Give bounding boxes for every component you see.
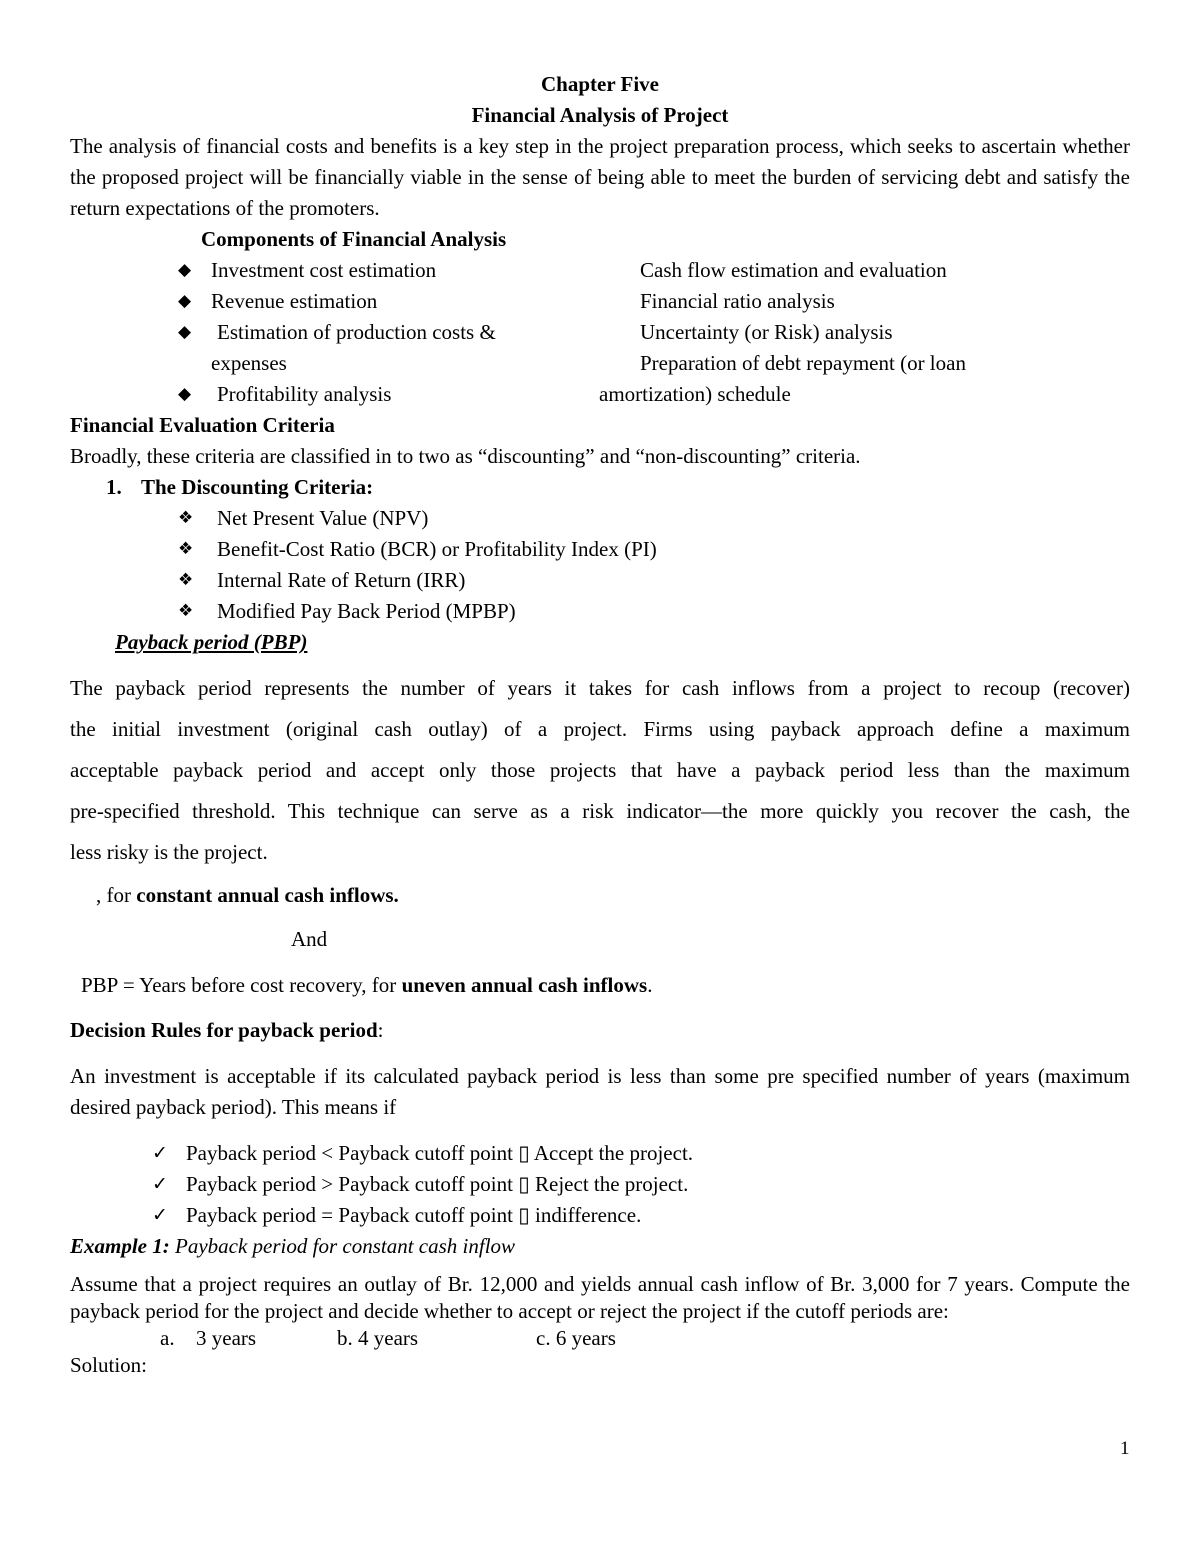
intro-paragraph: The analysis of financial costs and benefits is a key step in the project preparation process, which seeks to ascertain whether the proposed project will be financially viable in the sense of being able to meet the burden of servicing debt and satisfy the return expectations of the promoters. xyxy=(70,134,1130,220)
decision-rule: Payback period > Payback cutoff point ▯ Reject the project. xyxy=(186,1172,689,1196)
criteria-item-row xyxy=(70,596,1130,627)
criteria-item: Modified Pay Back Period (MPBP) xyxy=(217,599,516,623)
payback-heading-row xyxy=(70,627,1130,658)
criteria-heading: Financial Evaluation Criteria xyxy=(70,413,335,437)
diamond-bullet-icon: ◆ xyxy=(178,291,192,311)
checkmark-icon: ✓ xyxy=(152,1173,168,1195)
criteria-item-row xyxy=(70,565,1130,596)
document-page xyxy=(70,69,1130,1379)
component-item: Cash flow estimation and evaluation xyxy=(640,258,947,282)
components-heading: Components of Financial Analysis xyxy=(201,227,507,251)
payback-line: acceptable payback period and accept only those projects that have a payback period less than the maximum xyxy=(70,758,1130,782)
list-number: 1. xyxy=(106,475,122,499)
formula-suffix: . xyxy=(647,973,653,997)
option-value: b. 4 years xyxy=(337,1326,419,1350)
payback-heading: Payback period (PBP) xyxy=(115,630,308,654)
component-item: Uncertainty (or Risk) analysis xyxy=(640,320,893,344)
decision-heading: Decision Rules for payback period xyxy=(70,1018,378,1042)
payback-line: less risky is the project. xyxy=(70,840,268,864)
page-number: 1 xyxy=(1120,1438,1130,1459)
component-item: Profitability analysis xyxy=(217,382,392,406)
formula-and: And xyxy=(291,927,328,951)
components-row-2 xyxy=(70,286,1130,317)
decision-rule: Payback period = Payback cutoff point ▯ indifference. xyxy=(186,1203,642,1227)
formula-prefix: , for xyxy=(96,883,137,907)
payback-paragraph xyxy=(70,668,1130,873)
decision-rule-row xyxy=(70,1169,1130,1200)
discounting-heading-row xyxy=(70,472,1130,503)
components-row-1 xyxy=(70,255,1130,286)
decision-rule: Payback period < Payback cutoff point ▯ Accept the project. xyxy=(186,1141,694,1165)
components-row-5 xyxy=(70,379,1130,410)
formula-label: constant annual cash inflows. xyxy=(136,883,399,907)
decision-rule-row xyxy=(70,1138,1130,1169)
example-heading xyxy=(70,1231,1130,1262)
formula-prefix: PBP = Years before cost recovery, for xyxy=(81,973,402,997)
criteria-item-row xyxy=(70,503,1130,534)
decision-text: An investment is acceptable if its calculated payback period is less than some pre specified number of years (maximum desired payback period). This means if xyxy=(70,1064,1130,1119)
decision-rule-row xyxy=(70,1200,1130,1231)
document-title: Financial Analysis of Project xyxy=(471,103,729,127)
payback-line: pre-specified threshold. This technique can serve as a risk indicator—the more quickly you recover the cash, the xyxy=(70,799,1130,823)
payback-line: the initial investment (original cash outlay) of a project. Firms using payback approach define a maximum xyxy=(70,717,1130,741)
four-diamond-bullet-icon: ❖ xyxy=(178,508,194,528)
example-text: Assume that a project requires an outlay of Br. 12,000 and yields annual cash inflow of Br. 3,000 for 7 years. Compute the payback period for the project and decide whether to accept or reject the project if the cutoff periods are: xyxy=(70,1272,1130,1323)
components-heading-row xyxy=(70,224,1130,255)
four-diamond-bullet-icon: ❖ xyxy=(178,539,194,559)
formula-label: uneven annual cash inflows xyxy=(401,973,648,997)
components-row-3 xyxy=(70,317,1130,348)
payback-line: The payback period represents the number of years it takes for cash inflows from a project to recoup (recover) xyxy=(70,676,1130,700)
component-item: expenses xyxy=(211,351,287,375)
criteria-item: Net Present Value (NPV) xyxy=(217,506,429,530)
component-item: Investment cost estimation xyxy=(211,258,437,282)
formula-constant xyxy=(70,880,1130,911)
option-value: 3 years xyxy=(196,1326,257,1350)
criteria-item-row xyxy=(70,534,1130,565)
example-title: Payback period for constant cash inflow xyxy=(169,1234,516,1258)
criteria-text: Broadly, these criteria are classified in to two as “discounting” and “non-discounting” criteria. xyxy=(70,444,861,468)
formula-uneven xyxy=(70,970,1130,1001)
diamond-bullet-icon: ◆ xyxy=(178,322,192,342)
checkmark-icon: ✓ xyxy=(152,1204,168,1226)
components-row-4 xyxy=(70,348,1130,379)
diamond-bullet-icon: ◆ xyxy=(178,384,192,404)
chapter-title: Chapter Five xyxy=(540,72,659,96)
solution-label: Solution: xyxy=(70,1353,148,1377)
decision-heading-line xyxy=(70,1015,1130,1046)
criteria-item: Benefit-Cost Ratio (BCR) or Profitability Index (PI) xyxy=(217,537,657,561)
option-value: c. 6 years xyxy=(536,1326,616,1350)
component-item: Estimation of production costs & xyxy=(217,320,496,344)
component-item: Preparation of debt repayment (or loan xyxy=(640,351,966,375)
component-item: Financial ratio analysis xyxy=(640,289,835,313)
diamond-bullet-icon: ◆ xyxy=(178,260,192,280)
component-item: Revenue estimation xyxy=(211,289,378,313)
discounting-heading: The Discounting Criteria: xyxy=(141,475,374,499)
component-item: amortization) schedule xyxy=(599,382,791,406)
example-options-row xyxy=(70,1325,1130,1352)
four-diamond-bullet-icon: ❖ xyxy=(178,570,194,590)
checkmark-icon: ✓ xyxy=(152,1142,168,1164)
criteria-item: Internal Rate of Return (IRR) xyxy=(217,568,466,592)
decision-heading-suffix: : xyxy=(377,1018,384,1042)
decision-rules xyxy=(70,1138,1130,1231)
four-diamond-bullet-icon: ❖ xyxy=(178,601,194,621)
example-label: Example 1: xyxy=(70,1234,170,1258)
option-letter: a. xyxy=(160,1326,175,1350)
